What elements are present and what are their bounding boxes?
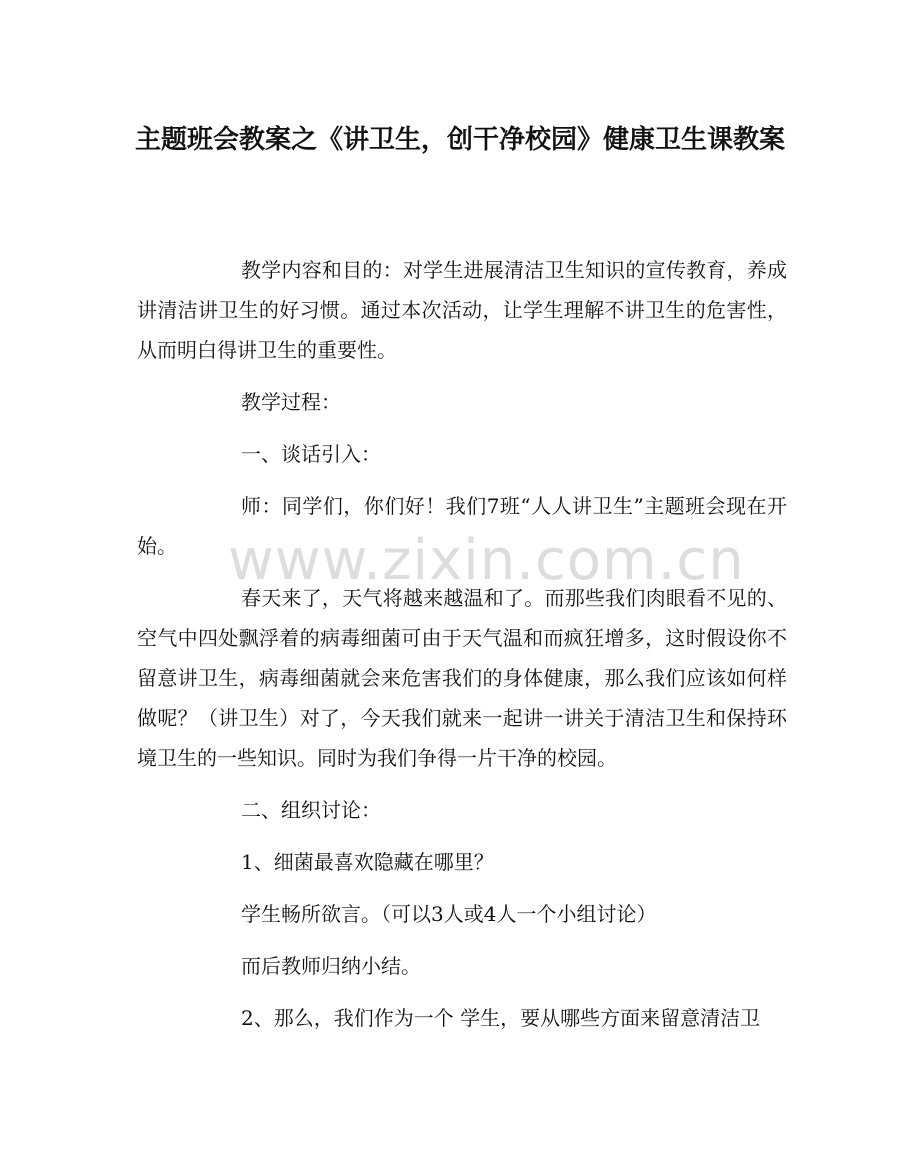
paragraph-process-heading: 教学过程：: [241, 390, 341, 414]
paragraph-question-1: 1、细菌最喜欢隐藏在哪里？: [241, 850, 494, 874]
paragraph-purpose: 教学内容和目的：对学生进展清洁卫生知识的宣传教育，养成讲清洁讲卫生的好习惯。通过本次活动，让学生理解不讲卫生的危害性，从而明白得讲卫生的重要性。: [137, 258, 787, 362]
paragraph-teacher-greeting: 师：同学们，你们好！我们7班“人人讲卫生”主题班会现在开始。: [137, 494, 787, 558]
paragraph-student-discussion: 学生畅所欲言。（可以3人或4人一个小组讨论）: [241, 902, 657, 926]
paragraph-spring-intro: 春天来了，天气将越来越温和了。而那些我们肉眼看不见的、空气中四处飘浮着的病毒细菌可由于天气温和而疯狂增多，这时假设你不留意讲卫生，病毒细菌就会来危害我们的身体健康，那么我们应该如何样做呢？（讲卫生）对了，今天我们就来一起讲一讲关于清洁卫生和保持环境卫生的一些知识。同时为我们争得一片干净的校园。: [137, 586, 787, 770]
document-title: 主题班会教案之《讲卫生，创干净校园》健康卫生课教案: [134, 125, 785, 155]
paragraph-section-2-heading: 二、组织讨论：: [241, 798, 381, 822]
document-body: [137, 250, 787, 1050]
paragraph-section-1-heading: 一、谈话引入：: [241, 442, 381, 466]
watermark: www.zixin.com.cn: [228, 528, 745, 593]
paragraph-teacher-summary: 而后教师归纳小结。: [241, 954, 421, 978]
paragraph-question-2: 2、那么，我们作为一个 学生，要从哪些方面来留意清洁卫: [241, 1006, 761, 1030]
